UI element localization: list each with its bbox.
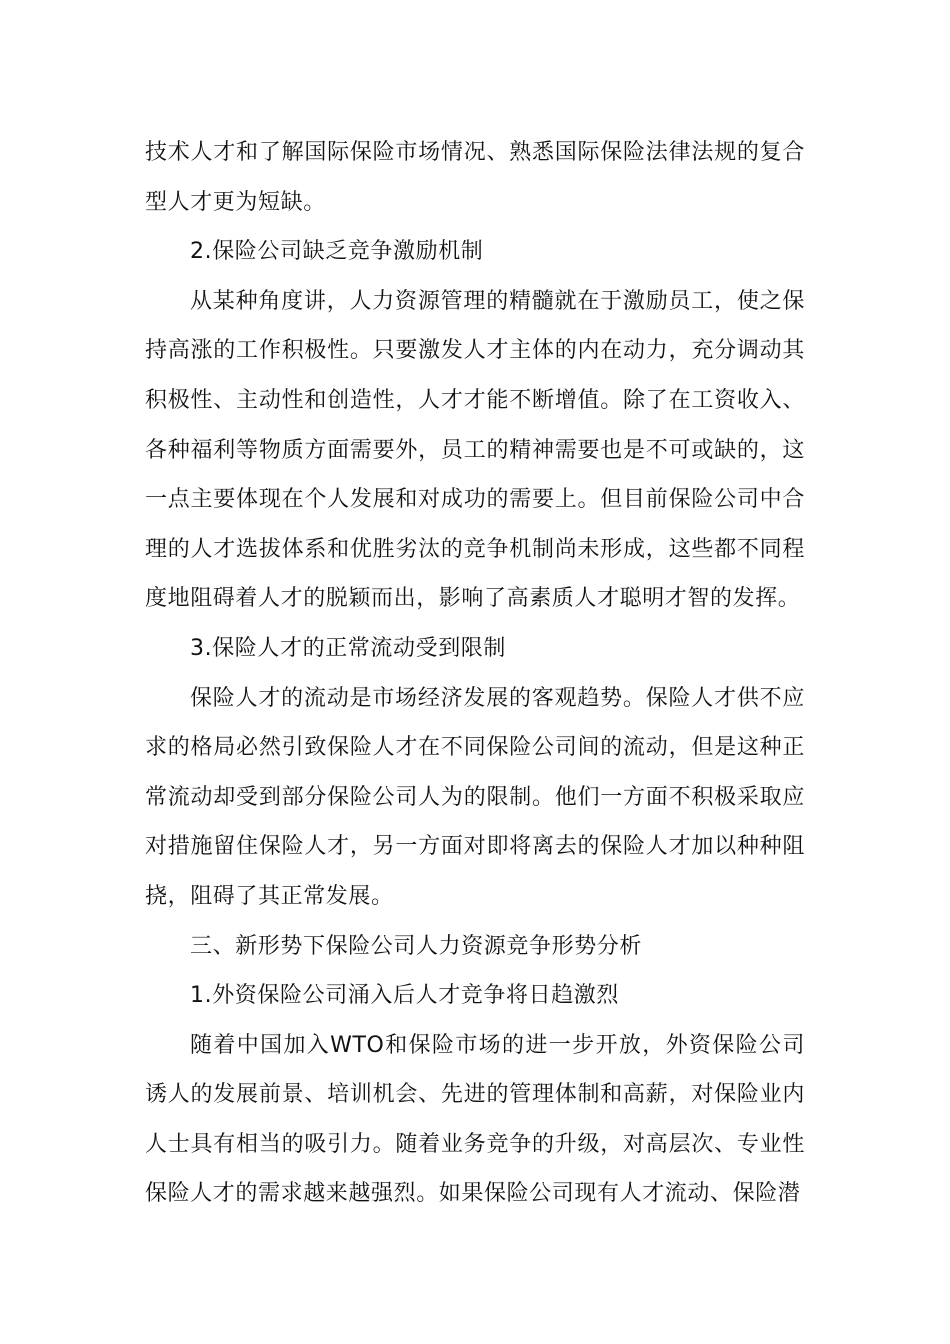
document-page [145,128,805,1219]
paragraph-talent-flow: 保险人才的流动是市场经济发展的客观趋势。保险人才供不应求的格局必然引致保险人才在不同保险公司间的流动，但是这种正常流动却受到部分保险公司人为的限制。他们一方面不积极采取应对措施留住保险人才，另一方面对即将离去的保险人才加以种种阻挠，阻碍了其正常发展。 [145,685,805,909]
paragraph-foreign-competition: 随着中国加入WTO和保险市场的进一步开放，外资保险公司诱人的发展前景、培训机会、先进的管理体制和高薪，对保险业内人士具有相当的吸引力。随着业务竞争的升级，对高层次、专业性保险人才的需求越来越强烈。如果保险公司现有人才流动、保险潜 [145,1032,805,1207]
paragraph-incentive: 从某种角度讲，人力资源管理的精髓就在于激励员工，使之保持高涨的工作积极性。只要激发人才主体的内在动力，充分调动其积极性、主动性和创造性，人才才能不断增值。除了在工资收入、各种福利等物质方面需要外，员工的精神需要也是不可或缺的，这一点主要体现在个人发展和对成功的需要上。但目前保险公司中合理的人才选拔体系和优胜劣汰的竞争机制尚未形成，这些都不同程度地阻碍着人才的脱颖而出，影响了高素质人才聪明才智的发挥。 [145,288,805,612]
paragraph-1: 技术人才和了解国际保险市场情况、熟悉国际保险法律法规的复合型人才更为短缺。 [145,140,805,215]
chapter-heading-3: 三、新形势下保险公司人力资源竞争形势分析 [190,933,643,959]
section-heading-1: 1.外资保险公司涌入后人才竞争将日趋激烈 [190,983,619,1009]
section-heading-2: 2.保险公司缺乏竞争激励机制 [190,239,484,265]
section-heading-3: 3.保险人才的正常流动受到限制 [190,635,506,661]
